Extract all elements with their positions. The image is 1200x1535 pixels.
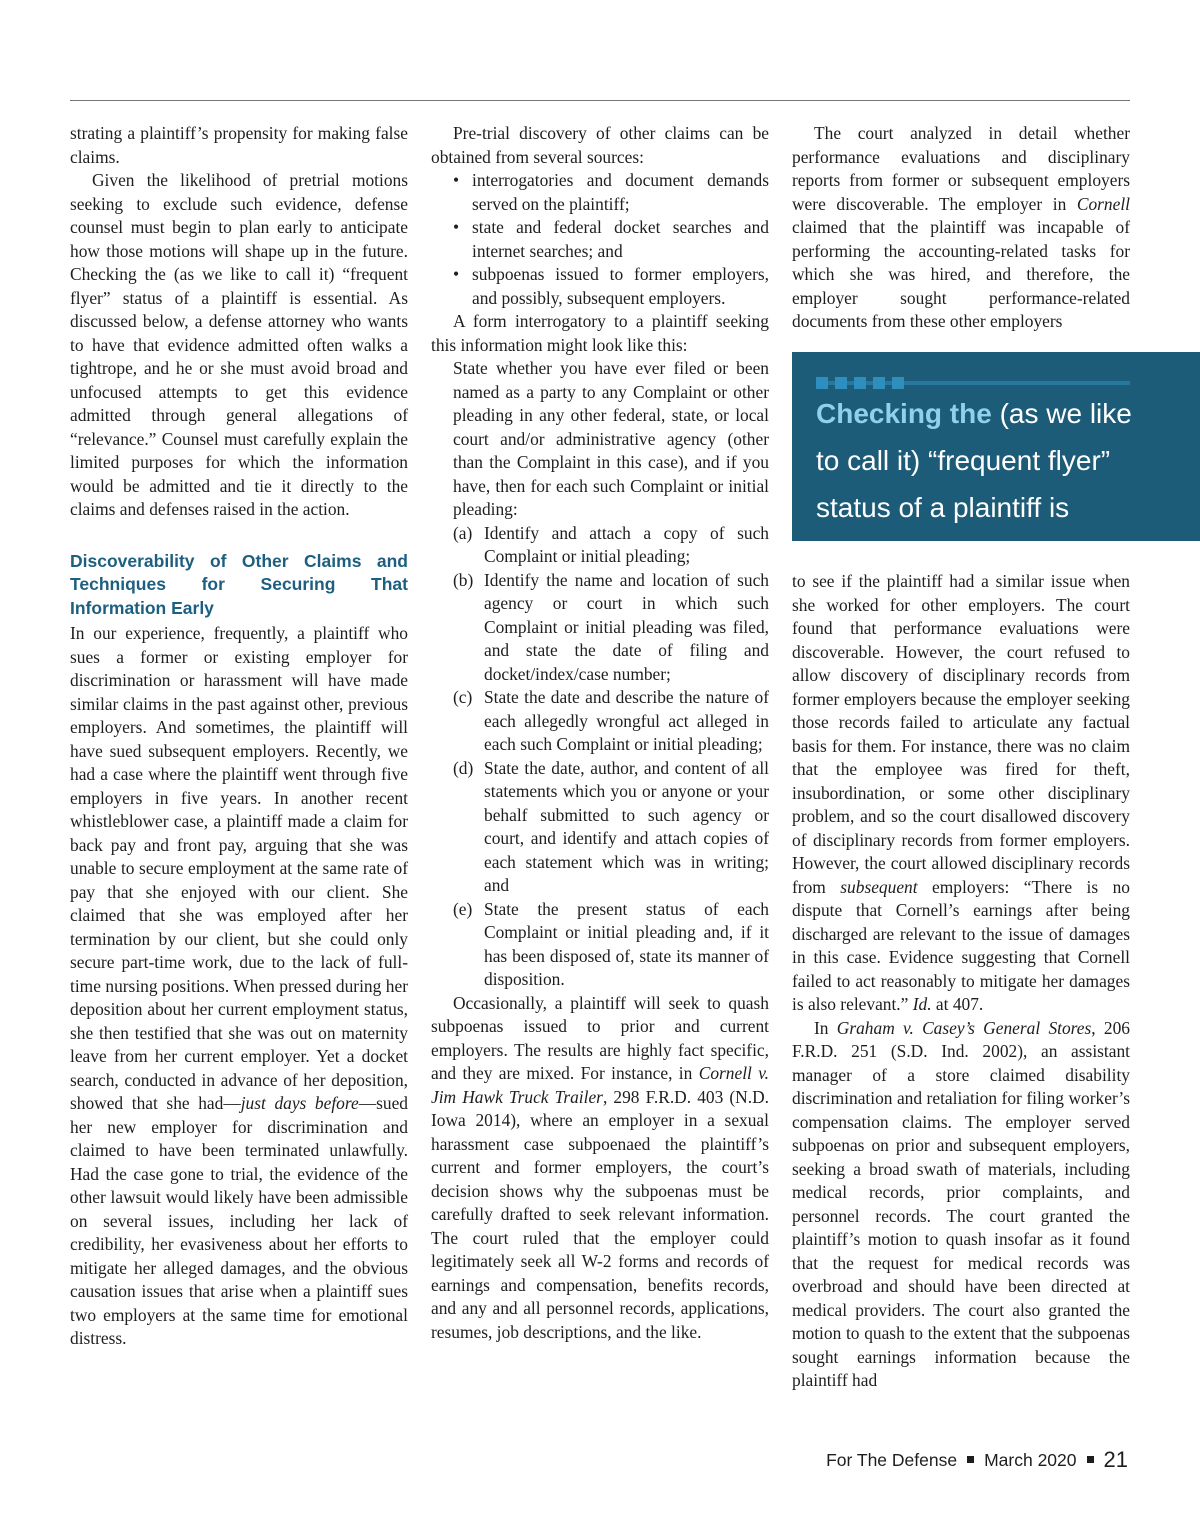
- pull-quote-text: Checking the (as we like to call it) “frequent flyer” status of a plaintiff is essential.: [816, 398, 1132, 570]
- list-item: (e) State the present status of each Complaint or initial pleading and, if it has been disposed of, state its manner of disposition.: [453, 898, 769, 989]
- source-list: [431, 169, 769, 310]
- paragraph: In our experience, frequently, a plaintiff who sues a former or existing employer for discrimination or harassment will have made similar claims in the past against other, previous employers. And sometimes, the plaintiff will have sued subsequent employers. Recently, we had a case where the plaintiff went through five employers in five years. In another recent whistleblower case, a plaintiff made a claim for back pay and front pay, arguing that she was unable to secure employment at the same rate of pay that she enjoyed with our client. She claimed that she was employed after her termination by our client, but she could only secure part-time work, due to the lack of full-time nursing positions. When pressed during her deposition about her current employment status, she then testified that she was out on maternity leave from her current employer. Yet a docket search, conducted in advance of her deposition, showed that she had—just days before—sued her new employer for discrimination and claimed to have been terminated unlawfully. Had the case gone to trial, the evidence of the other lawsuit would likely have been admissible on several issues, including her lack of credibility, her evasiveness about her efforts to mitigate her alleged damages, and the obvious causation issues that arise when a plaintiff sues two employers at the same time for emotional distress.: [70, 623, 408, 1348]
- paragraph: The court analyzed in detail whether performance evaluations and disciplinary reports from former or subsequent employers were discoverable. The employer in Cornell claimed that the plaintiff was incapable of performing the accounting-related tasks for which she was hired, and therefore, the employer sought performance-related documents from these other employers: [792, 123, 1130, 331]
- interrogatory-block: [431, 357, 769, 522]
- list-item: • subpoenas issued to former employers, and possibly, subsequent employers.: [453, 263, 769, 310]
- pull-quote: [792, 352, 1200, 570]
- column-3-top: [792, 122, 1130, 334]
- pull-quote-squares: [816, 377, 911, 389]
- page-number: 21: [1103, 1447, 1128, 1472]
- column-2: [431, 122, 769, 1344]
- top-rule: [70, 100, 1130, 101]
- separator-square: [967, 1456, 974, 1463]
- publication-name: For The Defense: [826, 1450, 958, 1470]
- column-1: [70, 122, 408, 1351]
- page-footer: [826, 1447, 1128, 1473]
- paragraph: A form interrogatory to a plaintiff seeking this information might look like this:: [431, 311, 769, 355]
- paragraph: In Graham v. Casey’s General Stores, 206 F.R.D. 251 (S.D. Ind. 2002), an assistant manager of a store claimed disability discrimination and retaliation for filing worker’s compensation claims. The employer served subpoenas on prior and subsequent employers, seeking a broad swath of materials, including medical records, prior complaints, and personnel records. The court granted the plaintiff’s motion to quash insofar as it found that the request for medical records was overbroad and should have been directed at medical providers. The court also granted the motion to quash to the extent that the subpoenas sought earnings information because the plaintiff had: [792, 1017, 1130, 1390]
- paragraph: strating a plaintiff’s propensity for making false claims.: [70, 123, 408, 167]
- list-item: • interrogatories and document demands served on the plaintiff;: [453, 169, 769, 216]
- column-3-bottom: [792, 570, 1130, 1393]
- list-item: (d) State the date, author, and content of all statements which you or anyone or your behalf submitted to such agency or court, and identify and attach copies of each statement which was in writing; and: [453, 757, 769, 895]
- list-item: • state and federal docket searches and internet searches; and: [453, 216, 769, 263]
- interrogatory-items: [431, 522, 769, 992]
- list-item: (a) Identify and attach a copy of such Complaint or initial pleading;: [453, 522, 769, 566]
- paragraph: Occasionally, a plaintiff will seek to quash subpoenas issued to prior and current employers. The results are highly fact specific, and they are mixed. For instance, in Cornell v. Jim Hawk Truck Trailer, 298 F.R.D. 403 (N.D. Iowa 2014), where an employer in a sexual harassment case subpoenaed the plaintiff’s current and former employers, the court’s decision shows why the subpoenas must be carefully drafted to seek relevant information. The court ruled that the employer could legitimately seek all W-2 forms and records of earnings and compensation, benefits records, and any and all personnel records, applications, resumes, job descriptions, and the like.: [431, 992, 770, 1342]
- separator-square: [1087, 1456, 1094, 1463]
- paragraph: to see if the plaintiff had a similar issue when she worked for other employers. The court found that performance evaluations were discoverable. However, the court refused to allow discovery of disciplinary records from former employers because the employer seeking those records failed to articulate any factual basis for them. For instance, there was no claim that the employee was fired for theft, insubordination, or some other disciplinary problem, and so the court disallowed discovery of disciplinary records from former employers. However, the court allowed disciplinary records from subsequent employers: “There is no dispute that Cornell’s earnings after being discharged are relevant to the issue of damages in this case. Evidence suggesting that Cornell failed to act reasonably to mitigate her damages is also relevant.” Id. at 407.: [792, 571, 1130, 1014]
- paragraph: Pre-trial discovery of other claims can be obtained from several sources:: [431, 123, 769, 167]
- paragraph: Given the likelihood of pretrial motions seeking to exclude such evidence, defense counsel must begin to plan early to anticipate how those motions will shape up in the future. Checking the (as we like to call it) “frequent flyer” status of a plaintiff is essential. As discussed below, a defense attorney who wants to have that evidence admitted often walks a tightrope, and he or she must avoid broad and unfocused attempts to get this evidence admitted through general allegations of “relevance.” Counsel must carefully explain the limited purposes for which the information would be admitted and tie it directly to the claims and defenses raised in the action.: [70, 170, 408, 519]
- list-item: (b) Identify the name and location of such agency or court in which such Complaint or initial pleading was filed, and state the date of filing and docket/index/case number;: [453, 569, 769, 684]
- section-heading: Discoverability of Other Claims and Techniques for Securing That Information Early: [70, 550, 408, 618]
- issue-date: March 2020: [984, 1450, 1077, 1470]
- list-item: (c) State the date and describe the nature of each allegedly wrongful act alleged in each such Complaint or initial pleading;: [453, 687, 769, 754]
- interrogatory-text: State whether you have ever filed or been named as a party to any Complaint or other pleading in any other federal, state, or local court and/or administrative agency (other than the Complaint in this case), and if you have, then for each such Complaint or initial pleading:: [453, 358, 769, 519]
